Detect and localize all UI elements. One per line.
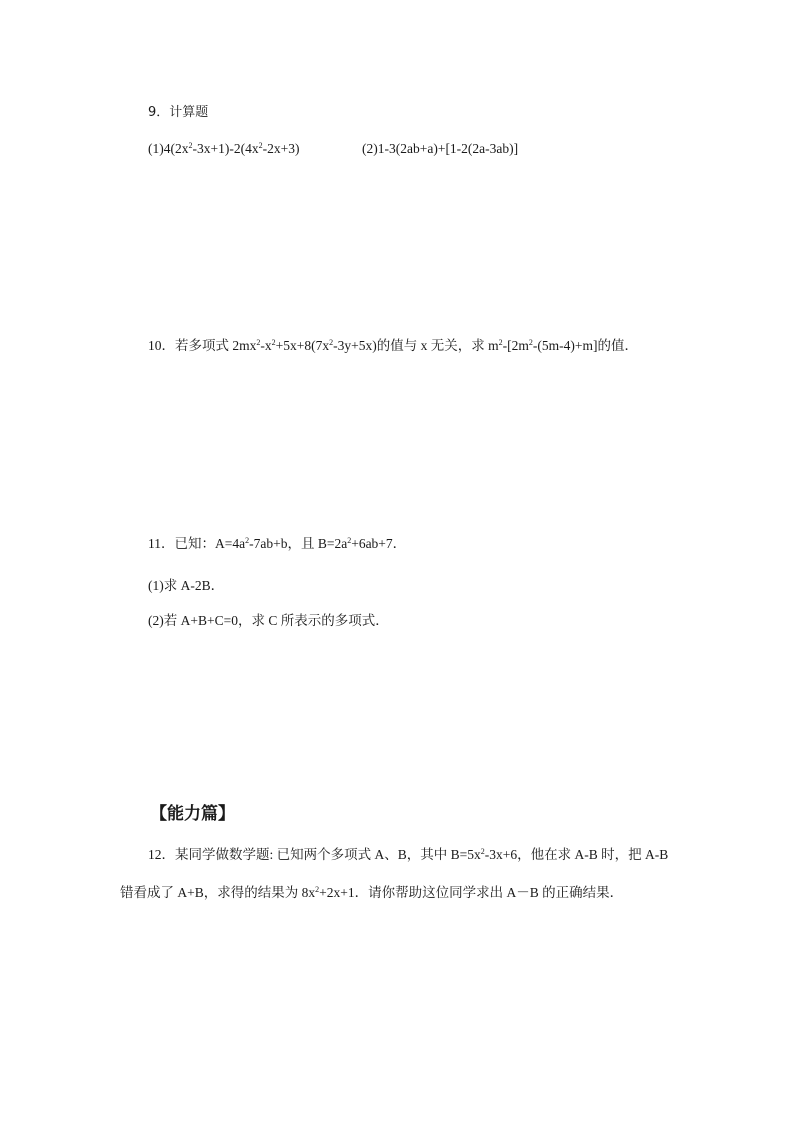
question-11-sub-1: (1)求 A-2B．	[148, 578, 225, 593]
question-10: 10．若多项式 $2mx^2-x^2+5x+8(7x^2-3y+5x)$的值与 x 无关，求 $m^2-[2m^2-(5m-4)+m]$的值．	[148, 338, 638, 353]
section-heading: 【能力篇】	[150, 804, 235, 824]
question-12-line-1: 12．某同学做数学题: 已知两个多项式 A、B，其中 $B=5x^2-3x+6$，他在求 A-B 时，把 A-B	[148, 847, 669, 862]
question-11-sub-2: (2)若 A+B+C=0，求 C 所表示的多项式．	[148, 613, 389, 628]
question-9-title: 9．计算题	[148, 105, 209, 120]
question-11-stem: 11．已知：$A=4a^2-7ab+b$，且 $B=2a^2+6ab+7$．	[148, 536, 407, 551]
question-9-part-1: $(1)4(2x^2-3x+1)-2(4x^2-2x+3)$	[148, 141, 300, 156]
question-9-part-2: (2)1-3(2ab+a)+[1-2(2a-3ab)]	[362, 141, 519, 156]
question-12-line-2: 错看成了 A+B，求得的结果为 $8x^2+2x+1$．请你帮助这位同学求出 A－B 的正确结果．	[120, 885, 624, 900]
